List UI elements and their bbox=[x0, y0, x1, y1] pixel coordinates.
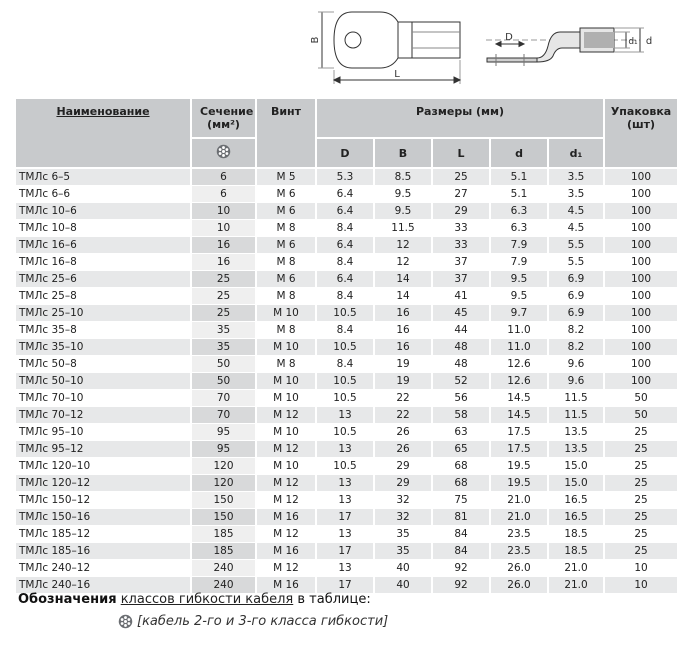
cell-L: 37 bbox=[433, 254, 491, 271]
cell-d1: 5.5 bbox=[549, 237, 605, 254]
cell-D: 17 bbox=[317, 509, 375, 526]
cell-screw: М 12 bbox=[257, 526, 317, 543]
cell-name: ТМЛс 6–6 bbox=[16, 186, 192, 203]
cell-section: 70 bbox=[192, 407, 257, 424]
cell-screw: М 6 bbox=[257, 237, 317, 254]
cell-D: 10.5 bbox=[317, 458, 375, 475]
header-dim-d1: d₁ bbox=[549, 139, 605, 169]
cell-L: 63 bbox=[433, 424, 491, 441]
cell-d: 17.5 bbox=[491, 441, 549, 458]
header-screw: Винт bbox=[257, 99, 317, 169]
cell-D: 6.4 bbox=[317, 271, 375, 288]
cell-d1: 4.5 bbox=[549, 220, 605, 237]
cell-D: 6.4 bbox=[317, 203, 375, 220]
legend-rest: в таблице: bbox=[293, 592, 371, 607]
cell-D: 8.4 bbox=[317, 322, 375, 339]
cell-name: ТМЛс 25–10 bbox=[16, 305, 192, 322]
cell-D: 8.4 bbox=[317, 220, 375, 237]
cell-d: 9.5 bbox=[491, 271, 549, 288]
cell-screw: М 12 bbox=[257, 407, 317, 424]
cell-section: 16 bbox=[192, 254, 257, 271]
table-row bbox=[16, 475, 677, 492]
cell-section: 120 bbox=[192, 458, 257, 475]
cell-d1: 3.5 bbox=[549, 186, 605, 203]
cell-screw: М 10 bbox=[257, 390, 317, 407]
cell-pack: 100 bbox=[605, 220, 677, 237]
cell-B: 40 bbox=[375, 577, 433, 594]
cell-L: 29 bbox=[433, 203, 491, 220]
legend-bold: Обозначения bbox=[18, 592, 117, 607]
cell-name: ТМЛс 95–12 bbox=[16, 441, 192, 458]
cell-pack: 100 bbox=[605, 271, 677, 288]
cell-d: 6.3 bbox=[491, 220, 549, 237]
table-row bbox=[16, 305, 677, 322]
cell-L: 84 bbox=[433, 526, 491, 543]
cell-d1: 4.5 bbox=[549, 203, 605, 220]
table-body bbox=[16, 169, 677, 594]
flexibility-classes-link[interactable]: классов гибкости кабеля bbox=[120, 592, 294, 607]
cell-pack: 50 bbox=[605, 390, 677, 407]
cell-screw: М 12 bbox=[257, 475, 317, 492]
cell-D: 17 bbox=[317, 577, 375, 594]
cell-name: ТМЛс 25–8 bbox=[16, 288, 192, 305]
cell-name: ТМЛс 185–12 bbox=[16, 526, 192, 543]
cell-d1: 13.5 bbox=[549, 441, 605, 458]
header-section-icon-cell bbox=[192, 139, 257, 169]
cell-B: 22 bbox=[375, 390, 433, 407]
cell-B: 8.5 bbox=[375, 169, 433, 186]
cell-section: 185 bbox=[192, 543, 257, 560]
cell-d: 7.9 bbox=[491, 254, 549, 271]
cell-name: ТМЛс 6–5 bbox=[16, 169, 192, 186]
cell-d1: 18.5 bbox=[549, 543, 605, 560]
cell-d1: 5.5 bbox=[549, 254, 605, 271]
cell-d: 23.5 bbox=[491, 526, 549, 543]
cell-d1: 8.2 bbox=[549, 322, 605, 339]
cell-name: ТМЛс 70–10 bbox=[16, 390, 192, 407]
cell-d1: 15.0 bbox=[549, 475, 605, 492]
cell-name: ТМЛс 10–6 bbox=[16, 203, 192, 220]
cell-section: 120 bbox=[192, 475, 257, 492]
table-row bbox=[16, 441, 677, 458]
table-row bbox=[16, 203, 677, 220]
cell-section: 6 bbox=[192, 186, 257, 203]
cell-name: ТМЛс 240–16 bbox=[16, 577, 192, 594]
cell-screw: М 10 bbox=[257, 339, 317, 356]
cell-L: 45 bbox=[433, 305, 491, 322]
table-row bbox=[16, 458, 677, 475]
cell-screw: М 8 bbox=[257, 356, 317, 373]
cell-D: 17 bbox=[317, 543, 375, 560]
cell-D: 13 bbox=[317, 492, 375, 509]
cell-name: ТМЛс 150–12 bbox=[16, 492, 192, 509]
cell-name: ТМЛс 240–12 bbox=[16, 560, 192, 577]
cell-name: ТМЛс 35–10 bbox=[16, 339, 192, 356]
header-dim-B: B bbox=[375, 139, 433, 169]
cell-pack: 100 bbox=[605, 373, 677, 390]
cell-section: 185 bbox=[192, 526, 257, 543]
cell-d: 9.5 bbox=[491, 288, 549, 305]
cell-section: 35 bbox=[192, 322, 257, 339]
cell-pack: 25 bbox=[605, 492, 677, 509]
table-row bbox=[16, 560, 677, 577]
cell-L: 25 bbox=[433, 169, 491, 186]
cell-D: 10.5 bbox=[317, 390, 375, 407]
table-row bbox=[16, 509, 677, 526]
cell-D: 10.5 bbox=[317, 424, 375, 441]
cell-d: 26.0 bbox=[491, 577, 549, 594]
cell-screw: М 16 bbox=[257, 577, 317, 594]
header-dim-D: D bbox=[317, 139, 375, 169]
spec-table bbox=[16, 99, 677, 594]
cell-d1: 3.5 bbox=[549, 169, 605, 186]
cell-section: 10 bbox=[192, 203, 257, 220]
cell-section: 25 bbox=[192, 305, 257, 322]
cell-pack: 25 bbox=[605, 509, 677, 526]
cell-D: 8.4 bbox=[317, 356, 375, 373]
table-row bbox=[16, 169, 677, 186]
cell-d: 9.7 bbox=[491, 305, 549, 322]
cell-d1: 6.9 bbox=[549, 271, 605, 288]
cell-screw: М 6 bbox=[257, 186, 317, 203]
cell-pack: 100 bbox=[605, 322, 677, 339]
cell-section: 16 bbox=[192, 237, 257, 254]
dim-label-b: B bbox=[310, 36, 321, 44]
cable-strand-icon bbox=[216, 144, 231, 159]
cell-L: 27 bbox=[433, 186, 491, 203]
table-row bbox=[16, 237, 677, 254]
cell-L: 84 bbox=[433, 543, 491, 560]
cell-name: ТМЛс 50–10 bbox=[16, 373, 192, 390]
cell-L: 52 bbox=[433, 373, 491, 390]
cell-screw: М 16 bbox=[257, 509, 317, 526]
cell-d: 19.5 bbox=[491, 475, 549, 492]
cell-B: 11.5 bbox=[375, 220, 433, 237]
cell-d: 11.0 bbox=[491, 339, 549, 356]
cell-pack: 25 bbox=[605, 424, 677, 441]
cell-D: 13 bbox=[317, 441, 375, 458]
cell-d: 12.6 bbox=[491, 373, 549, 390]
cell-L: 81 bbox=[433, 509, 491, 526]
cell-L: 68 bbox=[433, 475, 491, 492]
cell-d: 21.0 bbox=[491, 492, 549, 509]
dim-label-d-small: D bbox=[505, 32, 513, 43]
cell-L: 68 bbox=[433, 458, 491, 475]
table-row bbox=[16, 356, 677, 373]
lug-top-view bbox=[318, 12, 460, 84]
cell-D: 10.5 bbox=[317, 339, 375, 356]
cell-d1: 6.9 bbox=[549, 305, 605, 322]
table-row bbox=[16, 424, 677, 441]
cell-section: 35 bbox=[192, 339, 257, 356]
table-row bbox=[16, 407, 677, 424]
cell-L: 37 bbox=[433, 271, 491, 288]
cell-name: ТМЛс 95–10 bbox=[16, 424, 192, 441]
header-dim-L: L bbox=[433, 139, 491, 169]
cell-section: 95 bbox=[192, 424, 257, 441]
cell-name: ТМЛс 16–6 bbox=[16, 237, 192, 254]
header-dim-d: d bbox=[491, 139, 549, 169]
header-dimensions: Размеры (мм) bbox=[317, 99, 605, 139]
cell-pack: 50 bbox=[605, 407, 677, 424]
cell-d: 11.0 bbox=[491, 322, 549, 339]
cell-L: 48 bbox=[433, 356, 491, 373]
cell-B: 26 bbox=[375, 424, 433, 441]
cell-B: 35 bbox=[375, 543, 433, 560]
table-row bbox=[16, 322, 677, 339]
cell-screw: М 8 bbox=[257, 288, 317, 305]
cell-D: 13 bbox=[317, 560, 375, 577]
table-row bbox=[16, 271, 677, 288]
cell-screw: М 10 bbox=[257, 373, 317, 390]
cell-D: 13 bbox=[317, 475, 375, 492]
cell-L: 65 bbox=[433, 441, 491, 458]
legend bbox=[18, 592, 371, 607]
cell-D: 13 bbox=[317, 526, 375, 543]
cell-L: 48 bbox=[433, 339, 491, 356]
cell-d: 26.0 bbox=[491, 560, 549, 577]
lug-drawings bbox=[0, 0, 694, 95]
table-row bbox=[16, 288, 677, 305]
cell-B: 35 bbox=[375, 526, 433, 543]
cell-d1: 16.5 bbox=[549, 509, 605, 526]
cell-name: ТМЛс 150–16 bbox=[16, 509, 192, 526]
cell-d1: 9.6 bbox=[549, 356, 605, 373]
cell-pack: 10 bbox=[605, 560, 677, 577]
cell-section: 6 bbox=[192, 169, 257, 186]
cell-d: 7.9 bbox=[491, 237, 549, 254]
header-section: Сечение (мм²) bbox=[192, 99, 257, 139]
cell-D: 8.4 bbox=[317, 288, 375, 305]
cell-section: 10 bbox=[192, 220, 257, 237]
header-name: Наименование bbox=[16, 99, 192, 169]
cell-B: 16 bbox=[375, 339, 433, 356]
cell-B: 16 bbox=[375, 305, 433, 322]
cell-screw: М 12 bbox=[257, 492, 317, 509]
cell-name: ТМЛс 50–8 bbox=[16, 356, 192, 373]
cell-section: 70 bbox=[192, 390, 257, 407]
cell-name: ТМЛс 16–8 bbox=[16, 254, 192, 271]
cable-strand-icon bbox=[118, 614, 133, 629]
table-row bbox=[16, 492, 677, 509]
cell-section: 95 bbox=[192, 441, 257, 458]
table-row bbox=[16, 390, 677, 407]
cell-L: 92 bbox=[433, 560, 491, 577]
cell-screw: М 16 bbox=[257, 543, 317, 560]
cell-name: ТМЛс 10–8 bbox=[16, 220, 192, 237]
cell-screw: М 8 bbox=[257, 220, 317, 237]
cell-L: 44 bbox=[433, 322, 491, 339]
cell-B: 19 bbox=[375, 373, 433, 390]
cell-section: 25 bbox=[192, 271, 257, 288]
cell-L: 41 bbox=[433, 288, 491, 305]
cell-pack: 100 bbox=[605, 254, 677, 271]
cell-name: ТМЛс 185–16 bbox=[16, 543, 192, 560]
cell-name: ТМЛс 70–12 bbox=[16, 407, 192, 424]
cell-section: 150 bbox=[192, 509, 257, 526]
cell-section: 240 bbox=[192, 560, 257, 577]
cell-section: 240 bbox=[192, 577, 257, 594]
cell-pack: 100 bbox=[605, 288, 677, 305]
cell-B: 22 bbox=[375, 407, 433, 424]
table-row bbox=[16, 186, 677, 203]
cell-D: 6.4 bbox=[317, 237, 375, 254]
cell-B: 14 bbox=[375, 271, 433, 288]
cell-pack: 100 bbox=[605, 169, 677, 186]
table-row bbox=[16, 526, 677, 543]
legend-note bbox=[118, 614, 388, 629]
table-row bbox=[16, 339, 677, 356]
cell-L: 33 bbox=[433, 237, 491, 254]
cell-d: 6.3 bbox=[491, 203, 549, 220]
cell-D: 6.4 bbox=[317, 186, 375, 203]
cell-pack: 25 bbox=[605, 458, 677, 475]
table-row bbox=[16, 220, 677, 237]
cell-d1: 15.0 bbox=[549, 458, 605, 475]
cell-screw: М 8 bbox=[257, 254, 317, 271]
cell-d: 17.5 bbox=[491, 424, 549, 441]
cell-B: 26 bbox=[375, 441, 433, 458]
cell-L: 75 bbox=[433, 492, 491, 509]
cell-B: 19 bbox=[375, 356, 433, 373]
cell-d1: 9.6 bbox=[549, 373, 605, 390]
cell-name: ТМЛс 25–6 bbox=[16, 271, 192, 288]
cell-d1: 16.5 bbox=[549, 492, 605, 509]
cell-L: 58 bbox=[433, 407, 491, 424]
cell-pack: 100 bbox=[605, 203, 677, 220]
cell-d1: 6.9 bbox=[549, 288, 605, 305]
cell-pack: 25 bbox=[605, 475, 677, 492]
cell-screw: М 12 bbox=[257, 441, 317, 458]
cell-section: 50 bbox=[192, 373, 257, 390]
cell-pack: 100 bbox=[605, 305, 677, 322]
cell-D: 10.5 bbox=[317, 305, 375, 322]
cell-B: 29 bbox=[375, 458, 433, 475]
cell-d1: 11.5 bbox=[549, 390, 605, 407]
cell-B: 12 bbox=[375, 237, 433, 254]
cell-L: 56 bbox=[433, 390, 491, 407]
cell-d1: 8.2 bbox=[549, 339, 605, 356]
cell-d: 14.5 bbox=[491, 390, 549, 407]
table-row bbox=[16, 543, 677, 560]
cell-d1: 11.5 bbox=[549, 407, 605, 424]
cell-B: 29 bbox=[375, 475, 433, 492]
header-packaging: Упаковка (шт) bbox=[605, 99, 677, 169]
cell-d: 23.5 bbox=[491, 543, 549, 560]
cell-D: 10.5 bbox=[317, 373, 375, 390]
cell-screw: М 6 bbox=[257, 203, 317, 220]
cell-screw: М 10 bbox=[257, 305, 317, 322]
cell-pack: 25 bbox=[605, 543, 677, 560]
cell-name: ТМЛс 120–10 bbox=[16, 458, 192, 475]
cell-screw: М 6 bbox=[257, 271, 317, 288]
cell-D: 8.4 bbox=[317, 254, 375, 271]
cell-pack: 25 bbox=[605, 526, 677, 543]
cell-B: 9.5 bbox=[375, 186, 433, 203]
table-row bbox=[16, 373, 677, 390]
cell-screw: М 8 bbox=[257, 322, 317, 339]
cell-pack: 100 bbox=[605, 339, 677, 356]
cell-pack: 10 bbox=[605, 577, 677, 594]
cell-screw: М 5 bbox=[257, 169, 317, 186]
cell-d: 14.5 bbox=[491, 407, 549, 424]
cell-B: 12 bbox=[375, 254, 433, 271]
cell-screw: М 10 bbox=[257, 458, 317, 475]
dim-label-l: L bbox=[394, 69, 400, 80]
cell-B: 14 bbox=[375, 288, 433, 305]
cell-name: ТМЛс 120–12 bbox=[16, 475, 192, 492]
cell-d: 19.5 bbox=[491, 458, 549, 475]
cell-D: 5.3 bbox=[317, 169, 375, 186]
cell-section: 25 bbox=[192, 288, 257, 305]
cell-pack: 100 bbox=[605, 186, 677, 203]
cell-B: 40 bbox=[375, 560, 433, 577]
cell-B: 32 bbox=[375, 509, 433, 526]
cell-d: 21.0 bbox=[491, 509, 549, 526]
cell-d1: 18.5 bbox=[549, 526, 605, 543]
cell-d1: 21.0 bbox=[549, 560, 605, 577]
cell-section: 150 bbox=[192, 492, 257, 509]
cell-section: 50 bbox=[192, 356, 257, 373]
dim-label-d1: d₁ bbox=[628, 37, 638, 47]
cell-d: 5.1 bbox=[491, 186, 549, 203]
cell-d1: 13.5 bbox=[549, 424, 605, 441]
cell-L: 33 bbox=[433, 220, 491, 237]
cell-B: 9.5 bbox=[375, 203, 433, 220]
cell-screw: М 12 bbox=[257, 560, 317, 577]
cell-pack: 100 bbox=[605, 356, 677, 373]
cell-pack: 100 bbox=[605, 237, 677, 254]
legend-note-text: [кабель 2-го и 3-го класса гибкости] bbox=[137, 614, 389, 629]
cell-screw: М 10 bbox=[257, 424, 317, 441]
cell-D: 13 bbox=[317, 407, 375, 424]
cell-d: 12.6 bbox=[491, 356, 549, 373]
cell-d: 5.1 bbox=[491, 169, 549, 186]
table-row bbox=[16, 254, 677, 271]
dim-label-d: d bbox=[645, 36, 653, 47]
cell-pack: 25 bbox=[605, 441, 677, 458]
cell-B: 32 bbox=[375, 492, 433, 509]
cell-L: 92 bbox=[433, 577, 491, 594]
cell-d1: 21.0 bbox=[549, 577, 605, 594]
cell-B: 16 bbox=[375, 322, 433, 339]
cell-name: ТМЛс 35–8 bbox=[16, 322, 192, 339]
